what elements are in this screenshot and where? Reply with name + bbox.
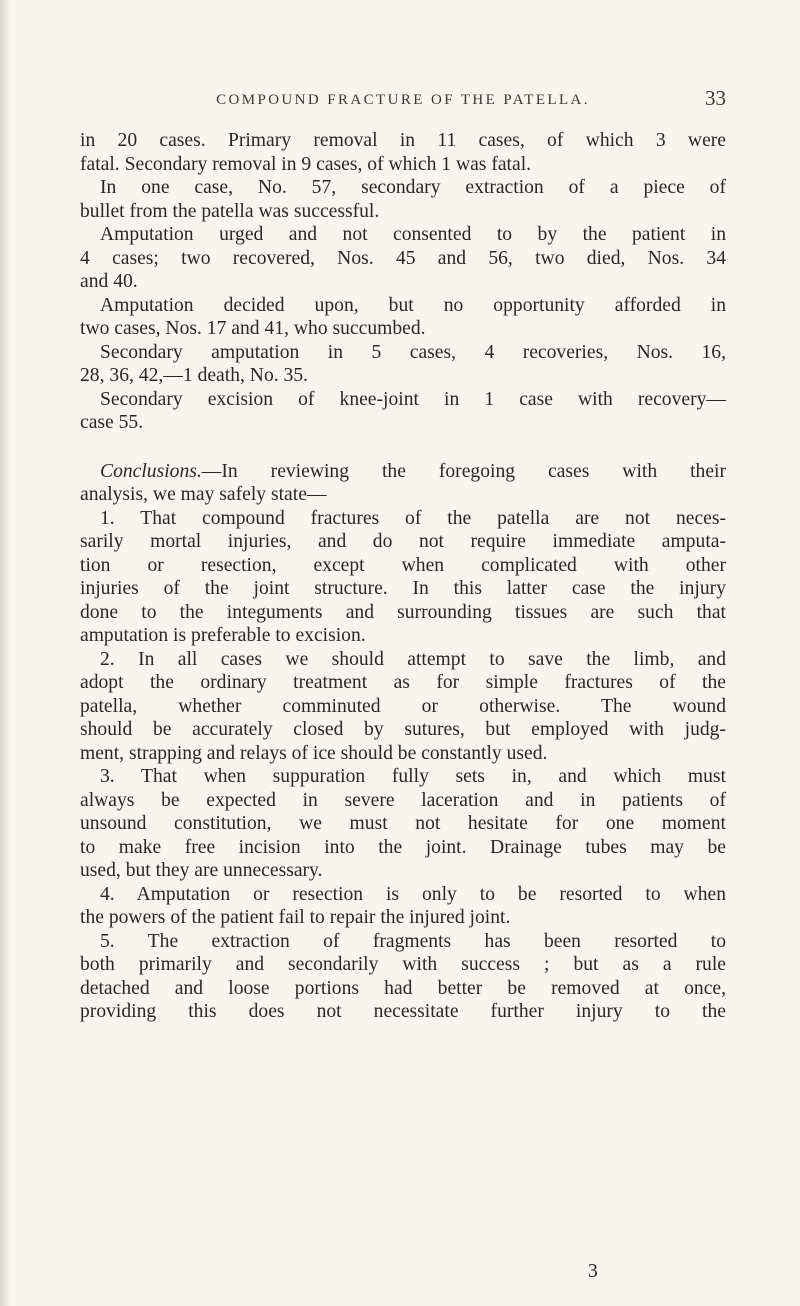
text-line: two cases, Nos. 17 and 41, who succumbed. (80, 318, 426, 339)
paragraph-gap (80, 435, 726, 460)
text-line: 3. That when suppuration fully sets in, and which must (100, 766, 726, 787)
text-line: always be expected in severe laceration and in patients of (80, 789, 726, 811)
text-line: tion or resection, except when complicated with other (80, 554, 726, 576)
text-line: 4 cases; two recovered, Nos. 45 and 56, two died, Nos. 34 (80, 247, 726, 269)
text-line: should be accurately closed by sutures, but employed with judg- (80, 719, 726, 740)
text-line: sarily mortal injuries, and do not require immediate amputa- (80, 531, 726, 552)
text-line: ment, strapping and relays of ice should be constantly used. (80, 742, 548, 764)
text-line: injuries of the joint structure. In this latter case the injury (80, 578, 726, 599)
signature-mark: 3 (588, 1261, 598, 1282)
text-line: patella, whether comminuted or otherwise. The wound (80, 695, 726, 717)
text-line: fatal. Secondary removal in 9 cases, of which 1 was fatal. (80, 153, 532, 175)
text-line: unsound constitution, we must not hesitate for one moment (80, 813, 726, 834)
text-line: providing this does not necessitate further injury to the (80, 1001, 726, 1022)
text-line: Secondary excision of knee-joint in 1 case with recovery— (100, 388, 726, 410)
conclusions-intro-text: —In reviewing the foregoing cases with their (201, 460, 726, 482)
text-line: amputation is preferable to excision. (80, 625, 366, 646)
text-line: analysis, we may safely state— (80, 484, 327, 505)
text-line: in 20 cases. Primary removal in 11 cases, of which 3 were (80, 130, 726, 151)
text-line: Amputation urged and not consented to by the patient in (100, 224, 726, 245)
text-line: 28, 36, 42,—1 death, No. 35. (80, 365, 309, 386)
text-line: used, but they are unnecessary. (80, 860, 323, 881)
text-line: 4. Amputation or resection is only to be resorted to when (100, 883, 726, 905)
text-line: bullet from the patella was successful. (80, 200, 380, 222)
text-line: In one case, No. 57, secondary extraction of a piece of (100, 177, 726, 198)
conclusions-heading: Conclusions. (100, 460, 202, 482)
text-line: both primarily and secondarily with success ; but as a rule (80, 954, 726, 975)
text-line: done to the integuments and surrounding tissues are such that (80, 601, 726, 623)
text-line: and 40. (80, 271, 138, 292)
text-line: case 55. (80, 412, 144, 433)
text-line: to make free incision into the joint. Drainage tubes may be (80, 836, 726, 858)
text-line: Secondary amputation in 5 cases, 4 recoveries, Nos. 16, (100, 341, 726, 363)
body-text (80, 129, 726, 1024)
text-line: detached and loose portions had better be removed at once, (80, 977, 726, 999)
page-header (80, 86, 726, 116)
text-line: the powers of the patient fail to repair the injured joint. (80, 907, 511, 928)
page-spine-shadow (0, 0, 10, 1306)
running-title: COMPOUND FRACTURE OF THE PATELLA. (216, 92, 590, 108)
conclusions-intro-line (80, 460, 726, 484)
text-line: adopt the ordinary treatment as for simple fractures of the (80, 672, 726, 693)
text-line: 2. In all cases we should attempt to save the limb, and (100, 648, 726, 670)
text-line: Amputation decided upon, but no opportunity afforded in (100, 294, 726, 316)
page-number: 33 (705, 86, 726, 110)
text-line: 5. The extraction of fragments has been resorted to (100, 930, 726, 952)
text-line: 1. That compound fractures of the patella are not neces- (100, 507, 726, 529)
